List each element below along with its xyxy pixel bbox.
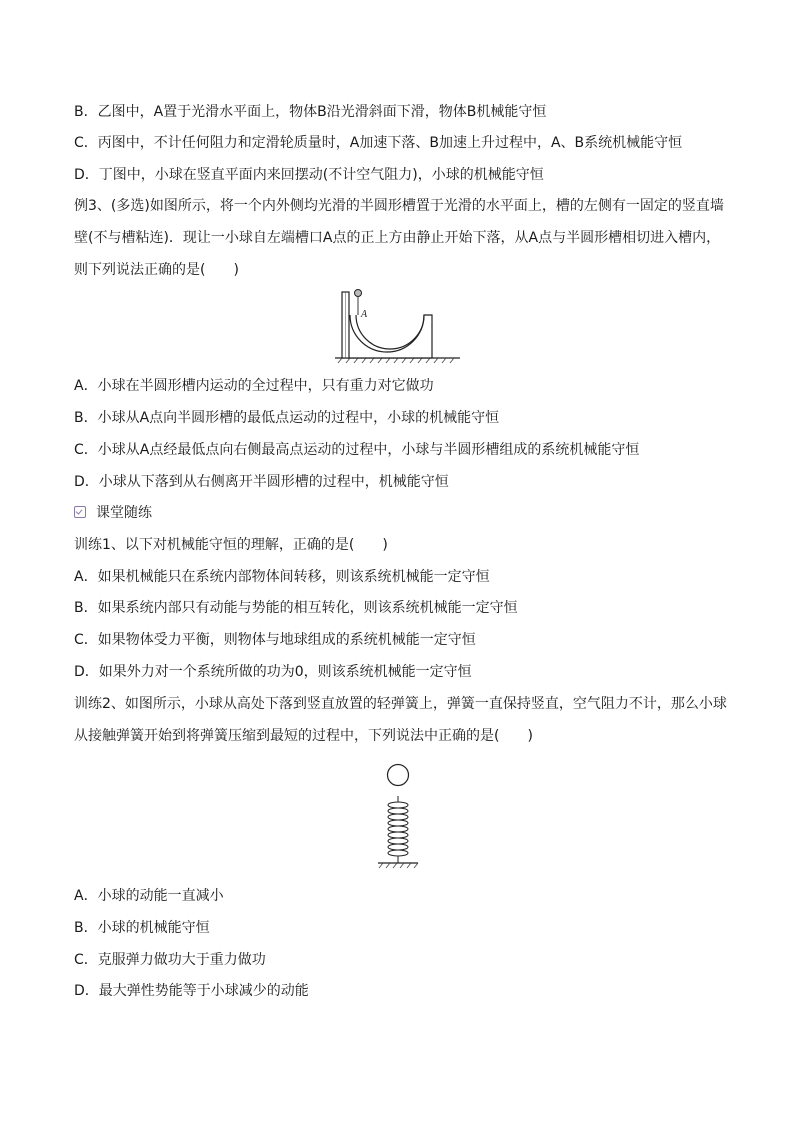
option-c-line: C．如果物体受力平衡，则物体与地球组成的系统机械能一定守恒 (74, 632, 476, 648)
option-d-line: D．最大弹性势能等于小球减少的动能 (74, 983, 309, 999)
checkbox-icon (74, 506, 86, 518)
exercise-2-line-2: 从接触弹簧开始到将弹簧压缩到最短的过程中，下列说法中正确的是( ) (74, 728, 533, 744)
ground-hatch (338, 358, 454, 363)
half-pipe-figure (330, 285, 465, 365)
section-heading-text: 课堂随练 (96, 505, 152, 521)
option-d-line: D．小球从下落到从右侧离开半圆形槽的过程中，机械能守恒 (74, 474, 449, 490)
option-c-line: C．克服弹力做功大于重力做功 (74, 952, 266, 968)
option-b-line: B．乙图中，A置于光滑水平面上，物体B沿光滑斜面下滑，物体B机械能守恒 (74, 104, 547, 120)
ground-hatch (379, 863, 418, 868)
option-a-line: A．如果机械能只在系统内部物体间转移，则该系统机械能一定守恒 (74, 569, 490, 585)
ball (388, 765, 409, 786)
point-a-label: A (361, 309, 368, 320)
option-b-line: B．如果系统内部只有动能与势能的相互转化，则该系统机械能一定守恒 (74, 600, 518, 616)
option-a-line: A．小球在半圆形槽内运动的全过程中，只有重力对它做功 (74, 378, 434, 394)
example-3-line-1: 例3、(多选)如图所示，将一个内外侧均光滑的半圆形槽置于光滑的水平面上，槽的左侧有一固定的竖直墙 (74, 198, 724, 214)
section-heading (74, 503, 152, 523)
spring-figure (370, 760, 430, 870)
option-c-line: C．丙图中，不计任何阻力和定滑轮质量时，A加速下落、B加速上升过程中，A、B系统机械能守恒 (74, 135, 683, 151)
option-d-line: D．丁图中，小球在竖直平面内来回摆动(不计空气阻力)，小球的机械能守恒 (74, 167, 544, 183)
exercise-1-line: 训练1、以下对机械能守恒的理解，正确的是( ) (74, 537, 388, 553)
option-b-line: B．小球从A点向半圆形槽的最低点运动的过程中，小球的机械能守恒 (74, 410, 500, 426)
option-b-line: B．小球的机械能守恒 (74, 920, 210, 936)
half-pipe-trough (350, 315, 432, 358)
example-3-line-3: 则下列说法正确的是( ) (74, 262, 239, 278)
exercise-2-line-1: 训练2、如图所示，小球从高处下落到竖直放置的轻弹簧上，弹簧一直保持竖直，空气阻力不计，那么小球 (74, 696, 727, 712)
option-a-line: A．小球的动能一直减小 (74, 888, 224, 904)
example-3-line-2: 壁(不与槽粘连)．现让一小球自左端槽口A点的正上方由静止开始下落，从A点与半圆形槽相切进入槽内， (74, 230, 721, 246)
spring-coils (388, 802, 408, 856)
option-c-line: C．小球从A点经最低点向右侧最高点运动的过程中，小球与半圆形槽组成的系统机械能守恒 (74, 442, 640, 458)
option-d-line: D．如果外力对一个系统所做的功为0，则该系统机械能一定守恒 (74, 664, 472, 680)
small-ball (355, 290, 362, 297)
